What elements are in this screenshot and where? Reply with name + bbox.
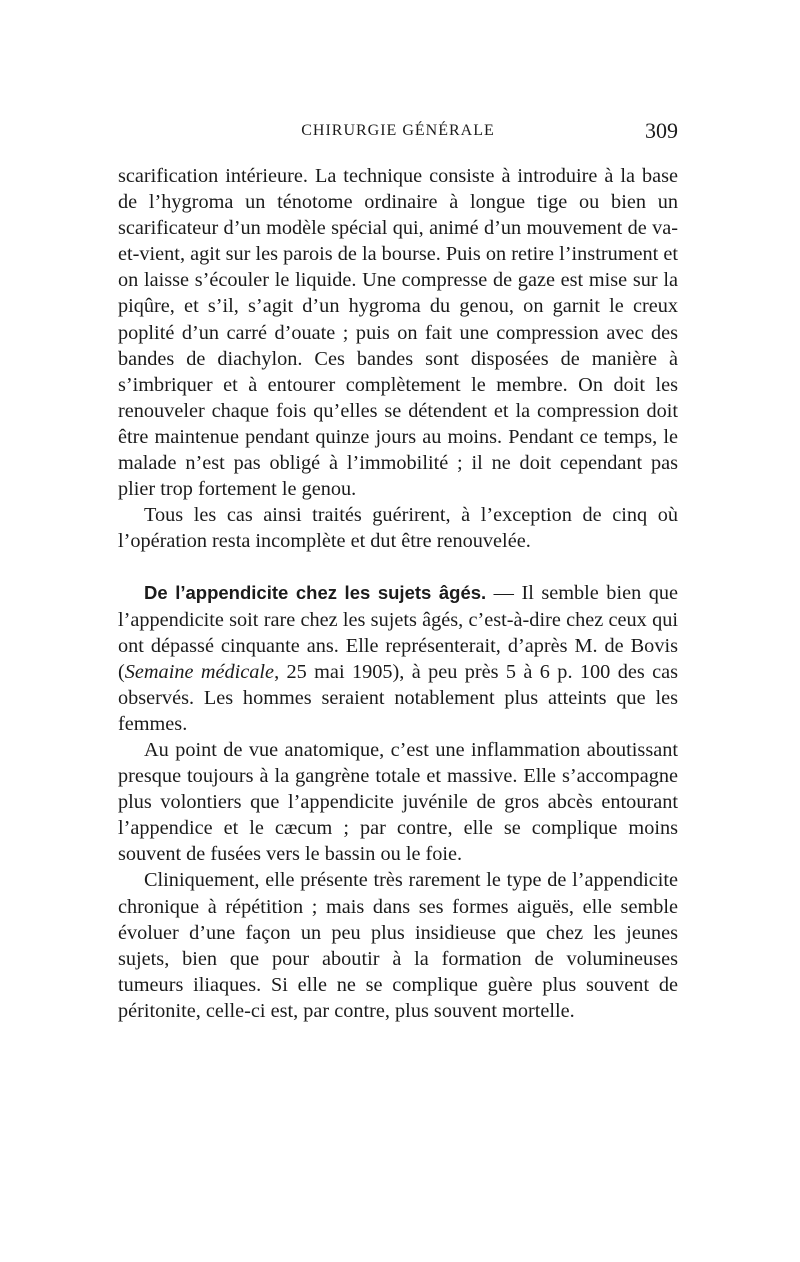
page-header <box>118 118 678 144</box>
paragraph-hygroma-results: Tous les cas ainsi traités guérirent, à l’exception de cinq où l’opération resta incomplète et dut être renouvelée. <box>118 504 678 553</box>
journal-title: Semaine médicale <box>124 660 275 683</box>
paragraph-appendicitis-intro <box>118 580 678 737</box>
paragraph-clinical: Cliniquement, elle présente très rarement le type de l’appendicite chronique à répétition ; mais dans ses formes aiguës, elle semble évoluer d’une façon un peu plus insidieuse que chez les jeunes sujets, bien que pour aboutir à la formation de volumineuses tumeurs iliaques. Si elle ne se complique guère plus souvent de péritonite, celle-ci est, par contre, plus souvent mortelle. <box>118 869 678 1022</box>
page-number: 309 <box>645 118 678 143</box>
section-title: De l’appendicite chez les sujets âgés. <box>144 582 487 604</box>
paragraph-hygroma-technique: scarification intérieure. La technique consiste à introduire à la base de l’hygroma un ténotome ordinaire à longue tige ou bien un scarificateur d’un modèle spécial qui, animé d’un mouvement de va-et-vient, agit sur les parois de la bourse. Puis on retire l’instrument et on laisse s’écouler le liquide. Une compresse de gaze est mise sur la piqûre, et s’il, s’agit d’un hygroma du genou, on garnit le creux poplité d’un carré d’ouate ; puis on fait une compression avec des bandes de diachylon. Ces bandes sont disposées de manière à s’imbriquer et à entourer complètement le membre. On doit les renouveler chaque fois qu’elles se détendent et la compression doit être maintenue pendant quinze jours au moins. Pendant ce temps, le malade n’est pas obligé à l’immobilité ; il ne doit cependant pas plier trop fortement le genou. <box>118 165 678 501</box>
paragraph-text: , 25 mai 1905), à peu près 5 à 6 p. 100 des cas observés. Les hommes seraient notablement plus atteints que les femmes. <box>118 660 678 735</box>
body-text <box>118 163 678 1024</box>
paragraph-anatomy: Au point de vue anatomique, c’est une inflammation aboutissant presque toujours à la gangrène totale et massive. Elle s’accompagne plus volontiers que l’appendicite juvénile de gros abcès entourant l’appendice et le cæcum ; par contre, elle se complique moins souvent de fusées vers le bassin ou le foie. <box>118 738 678 866</box>
section-spacer <box>118 554 678 580</box>
paragraph-text: — Il semble bien que l’appendicite soit rare chez les sujets âgés, c’est-à-dire chez ceux qui ont dépassé cinquante ans. Elle représenterait, d’après M. de Bovis ( <box>118 582 678 683</box>
running-title: CHIRURGIE GÉNÉRALE <box>301 122 495 139</box>
